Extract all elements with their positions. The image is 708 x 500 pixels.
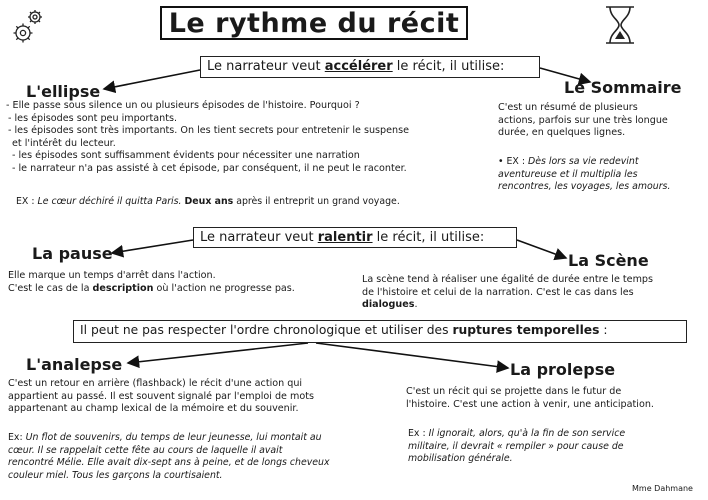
- arrow-to-scene: [517, 240, 566, 258]
- ruptures-bar: Il peut ne pas respecter l'ordre chronologique et utiliser des ruptures temporelles :: [73, 320, 687, 343]
- keyword-ralentir: ralentir: [317, 230, 373, 245]
- arrow-to-prolepse: [316, 343, 508, 368]
- analepse-example: Ex: Un flot de souvenirs, du temps de leur jeunesse, lui montait au cœur. Il se rappelait cette fête au cours de laquelle il avait rencontré Mélie. Elle avait dix-sept ans à peine, et de longs cheveux couleur miel. Tous les garçons la courtisaient.: [8, 432, 330, 481]
- keyword-accelerer: accélérer: [324, 59, 393, 74]
- sommaire-example: • EX : Dès lors sa vie redevint aventureuse et il multiplia les rencontres, les voyages, les amours.: [498, 156, 671, 193]
- sommaire-heading: Le Sommaire: [564, 78, 682, 97]
- analepse-text: C'est un retour en arrière (flashback) le récit d'une action qui appartient au passé. Il est souvent signalé par l'emploi de mots appartenant au champ lexical de la mémoire et du souvenir.: [8, 378, 314, 415]
- prolepse-heading: La prolepse: [510, 360, 616, 379]
- arrow-to-analepse: [128, 343, 308, 363]
- ralentir-bar: Le narrateur veut ralentir le récit, il utilise:: [193, 227, 517, 248]
- prolepse-example: Ex : Il ignorait, alors, qu'à la fin de son service militaire, il devrait « rempiler » pour cause de mobilisation générale.: [408, 428, 626, 465]
- ellipse-example: EX : Le cœur déchiré il quitta Paris. Deux ans après il entreprit un grand voyage.: [16, 196, 400, 207]
- keyword-ruptures: ruptures temporelles: [452, 323, 600, 337]
- sommaire-text: C'est un résumé de plusieurs actions, parfois sur une très longue durée, en quelques lignes.: [498, 102, 668, 139]
- ellipse-heading: L'ellipse: [26, 82, 101, 101]
- ellipse-text: - Elle passe sous silence un ou plusieurs épisodes de l'histoire. Pourquoi ? - les épisodes sont peu importants. - les épisodes sont très importants. On les tient secrets pour entretenir le suspense et l'intérêt du lecteur. - les épisodes sont suffisamment évidents pour nécessiter une narration - le narrateur n'a pas assisté à cet épisode, par conséquent, il ne peut le raconter.: [6, 100, 410, 174]
- author-signature: Mme Dahmane: [632, 484, 693, 493]
- pause-text: Elle marque un temps d'arrêt dans l'action. C'est le cas de la description où l'action ne progresse pas.: [8, 270, 295, 294]
- arrow-to-ellipse: [104, 70, 200, 89]
- pause-heading: La pause: [32, 244, 113, 263]
- scene-text: La scène tend à réaliser une égalité de durée entre le temps de l'histoire et celui de la narration. C'est le cas dans les dialogues.: [362, 274, 654, 311]
- page-title: Le rythme du récit: [160, 6, 468, 40]
- scene-heading: La Scène: [568, 251, 649, 270]
- prolepse-text: C'est un récit qui se projette dans le futur de l'histoire. C'est une action à venir, une anticipation.: [406, 386, 654, 410]
- analepse-heading: L'analepse: [26, 355, 123, 374]
- accelerer-bar: Le narrateur veut accélérer le récit, il utilise:: [200, 56, 540, 78]
- arrow-to-pause: [112, 240, 193, 253]
